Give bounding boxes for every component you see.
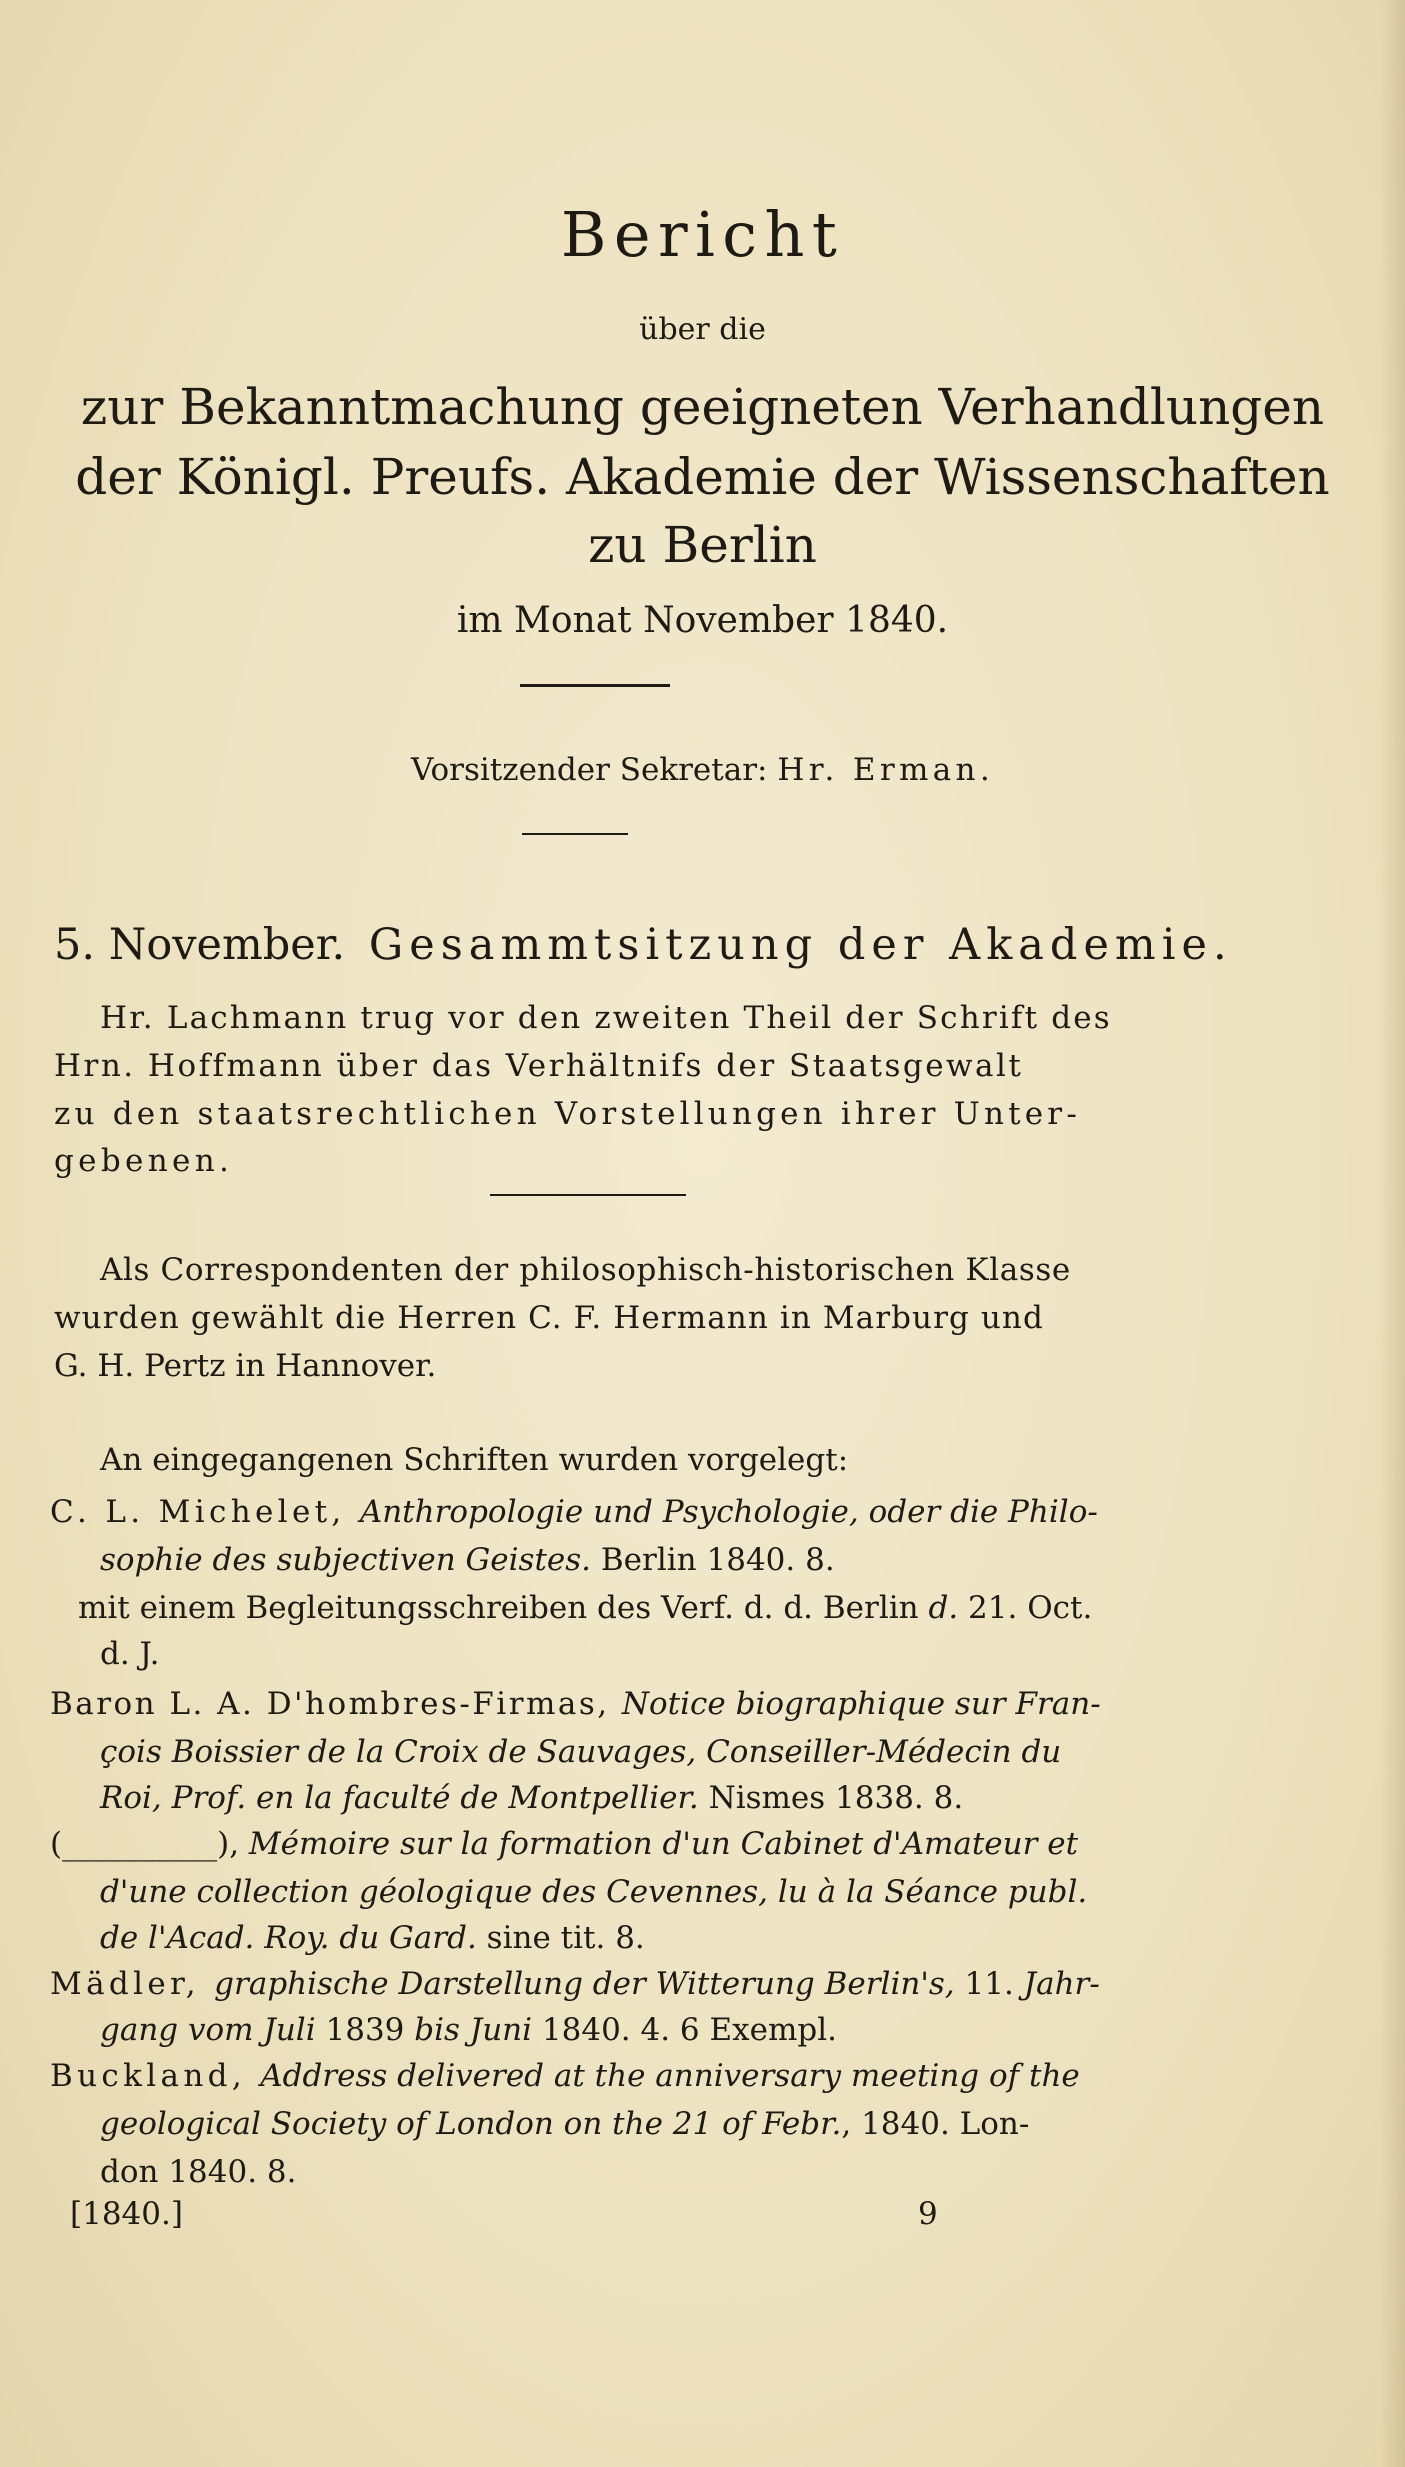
entry-imprint: Berlin 1840. 8.: [591, 1542, 835, 1578]
entry-buckland-line-1: [50, 2058, 1080, 2094]
divider-rule: [522, 833, 628, 835]
entry-buckland-line-3: don 1840. 8.: [100, 2154, 297, 2190]
report-month: im Monat November 1840.: [456, 600, 949, 641]
election-line-3: G. H. Pertz in Hannover.: [54, 1348, 437, 1384]
entry-title: Anthropologie und Psychologie, oder die Philo-: [359, 1494, 1098, 1530]
election-line-1: Als Correspondenten der philosophisch-historischen Klasse: [100, 1252, 1071, 1288]
secretary-name: Hr. Erman.: [777, 752, 995, 788]
divider-rule: [520, 684, 670, 687]
page-edge-shadow: [1379, 0, 1405, 2467]
lecture-line-1: Hr. Lachmann trug vor den zweiten Theil der Schrift des: [100, 1000, 1112, 1036]
entry-note-date: 21. Oct.: [958, 1590, 1093, 1626]
entry-title: d'une collection géologique des Cevennes, lu à la Séance publ.: [100, 1874, 1088, 1910]
entry-dhombres-line-1: [50, 1686, 1101, 1722]
entry-title: Address delivered at the anniversary meeting of the: [260, 2058, 1080, 2094]
entry-author: C. L. Michelet,: [50, 1494, 360, 1530]
entry-author: (__________),: [50, 1826, 249, 1862]
entry-imprint: , 1840. Lon-: [841, 2106, 1030, 2142]
lecture-line-3: zu den staatsrechtlichen Vorstellungen ihrer Unter-: [54, 1096, 1081, 1132]
entry-title: de l'Acad. Roy. du Gard.: [100, 1920, 477, 1956]
secretary-prefix: Vorsitzender Sekretar:: [410, 752, 768, 788]
page-title: Bericht: [560, 198, 845, 271]
entry-title: Mémoire sur la formation d'un Cabinet d'Amateur et: [248, 1826, 1079, 1862]
entry-michelet-line-2: [100, 1542, 835, 1578]
lecture-line-2: Hrn. Hoffmann über das Verhältnifs der Staatsgewalt: [54, 1048, 1024, 1084]
entry-title: sophie des subjectiven Geistes.: [100, 1542, 592, 1578]
entry-note-italic: d.: [928, 1590, 959, 1626]
entry-title: Roi, Prof. en la faculté de Montpellier.: [100, 1780, 699, 1816]
page-signature: [1840.]: [70, 2196, 183, 2232]
entry-maedler-line-2: [100, 2012, 837, 2048]
entry-author: Mädler,: [50, 1966, 215, 2002]
received-heading: An eingegangenen Schriften wurden vorgelegt:: [100, 1442, 849, 1478]
entry-note: mit einem Begleitungsschreiben des Verf. d. d. Berlin: [78, 1590, 929, 1626]
entry-dhombres-line-3: [100, 1780, 963, 1816]
entry-title: graphische Darstellung der Witterung Berlin's,: [214, 1966, 955, 2002]
lecture-line-4: gebenen.: [54, 1143, 234, 1179]
entry-memoire-line-2: [100, 1874, 1087, 1910]
title-line-3: zu Berlin: [588, 516, 817, 574]
title-line-1: zur Bekanntmachung geeigneten Verhandlungen: [80, 378, 1325, 436]
page-number: 9: [918, 2196, 938, 2232]
entry-author: Baron L. A. D'hombres-Firmas,: [50, 1686, 622, 1722]
entry-title: gang vom Juli: [100, 2012, 316, 2048]
entry-memoire-line-1: [50, 1826, 1078, 1862]
entry-memoire-line-3: [100, 1920, 645, 1956]
election-line-2: wurden gewählt die Herren C. F. Hermann in Marburg und: [54, 1300, 1044, 1336]
entry-title: çois Boissier de la Croix de Sauvages, Conseiller-Médecin du: [100, 1734, 1062, 1770]
entry-title: geological Society of London on the 21 of Febr.: [100, 2106, 842, 2142]
entry-title: Jahr-: [1023, 1966, 1100, 2002]
entry-year: 1839: [315, 2012, 415, 2048]
entry-imprint: Nismes 1838. 8.: [698, 1780, 964, 1816]
entry-michelet-line-4: d. J.: [100, 1636, 160, 1672]
entry-title: bis Juni: [414, 2012, 533, 2048]
title-line-2: der Königl. Preufs. Akademie der Wissenschaften: [75, 448, 1330, 506]
entry-title: Notice biographique sur Fran-: [621, 1686, 1101, 1722]
secretary-line: [0, 752, 1405, 788]
entry-michelet-line-1: [50, 1494, 1098, 1530]
session-title: Gesammtsitzung der Akademie.: [368, 920, 1233, 970]
divider-rule: [490, 1194, 686, 1196]
session-date: 5. November.: [54, 920, 346, 970]
entry-dhombres-line-2: [100, 1734, 1061, 1770]
entry-author: Buckland,: [50, 2058, 261, 2094]
entry-buckland-line-2: [100, 2106, 1029, 2142]
session-heading: [54, 920, 1233, 970]
entry-maedler-line-1: [50, 1966, 1100, 2002]
title-subtitle-small: über die: [639, 312, 766, 347]
entry-michelet-line-3: [78, 1590, 1092, 1626]
entry-imprint: 1840. 4. 6 Exempl.: [532, 2012, 837, 2048]
entry-imprint: sine tit. 8.: [476, 1920, 645, 1956]
entry-number: 11.: [954, 1966, 1024, 2002]
